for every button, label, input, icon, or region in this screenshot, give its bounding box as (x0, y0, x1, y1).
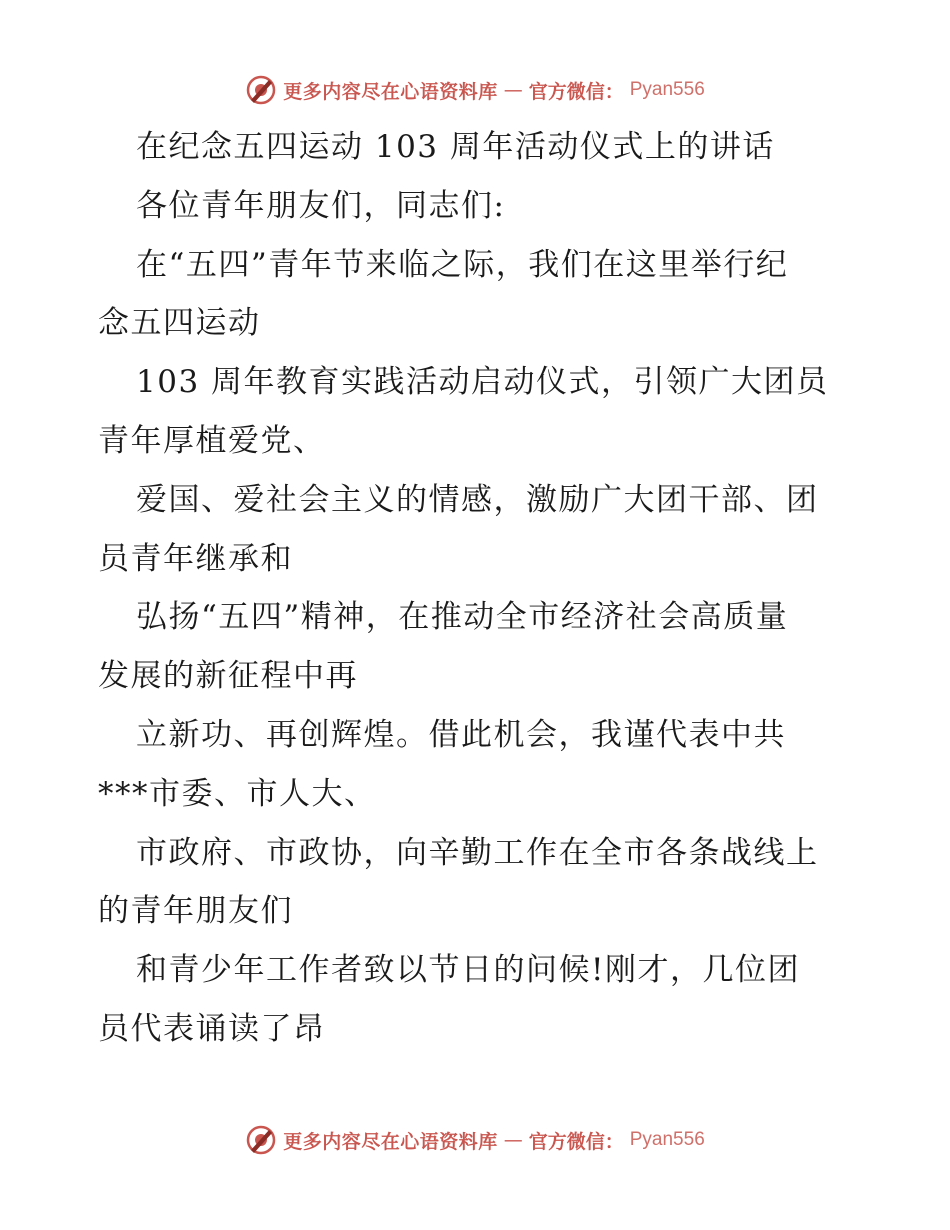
paragraph-line: 爱国、爱社会主义的情感，激励广大团干部、团 (136, 481, 819, 518)
watermark-label: 官方微信： (528, 1130, 624, 1153)
watermark-separator: — (503, 79, 523, 101)
paragraph-line: 在“五四”青年节来临之际，我们在这里举行纪 (136, 246, 789, 283)
footer-watermark (0, 1120, 950, 1160)
pen-logo-icon (245, 1124, 277, 1156)
paragraph-line: 的青年朋友们 (98, 893, 293, 930)
watermark-separator: — (503, 1129, 523, 1151)
watermark-id: Pyan556 (629, 79, 705, 100)
watermark-label: 官方微信： (528, 80, 624, 103)
header-watermark (0, 70, 950, 110)
paragraph-line: 市政府、市政协，向辛勤工作在全市各条战线上 (136, 834, 819, 871)
paragraph-line: 青年厚植爱党、 (98, 422, 326, 459)
paragraph-line: 员代表诵读了昂 (98, 1010, 326, 1047)
document-body (98, 118, 858, 1059)
paragraph-line: 员青年继承和 (98, 540, 293, 577)
paragraph-line: 在纪念五四运动 103 周年活动仪式上的讲话 (136, 129, 775, 165)
paragraph-line: 和青少年工作者致以节日的问候!刚才，几位团 (136, 952, 800, 989)
paragraph-line: 发展的新征程中再 (98, 658, 358, 695)
paragraph-line: ***市委、市人大、 (98, 775, 377, 812)
paragraph-line: 立新功、再创辉煌。借此机会，我谨代表中共 (136, 716, 786, 753)
watermark-text: 更多内容尽在心语资料库 (283, 1130, 498, 1153)
watermark-id: Pyan556 (629, 1129, 705, 1150)
watermark-text: 更多内容尽在心语资料库 (283, 80, 498, 103)
paragraph-line: 103 周年教育实践活动启动仪式，引领广大团员 (136, 364, 829, 401)
pen-logo-icon (245, 74, 277, 106)
paragraph-line: 各位青年朋友们，同志们: (136, 187, 506, 224)
paragraph-line: 念五四运动 (98, 305, 261, 342)
paragraph-line: 弘扬“五四”精神，在推动全市经济社会高质量 (136, 599, 789, 636)
